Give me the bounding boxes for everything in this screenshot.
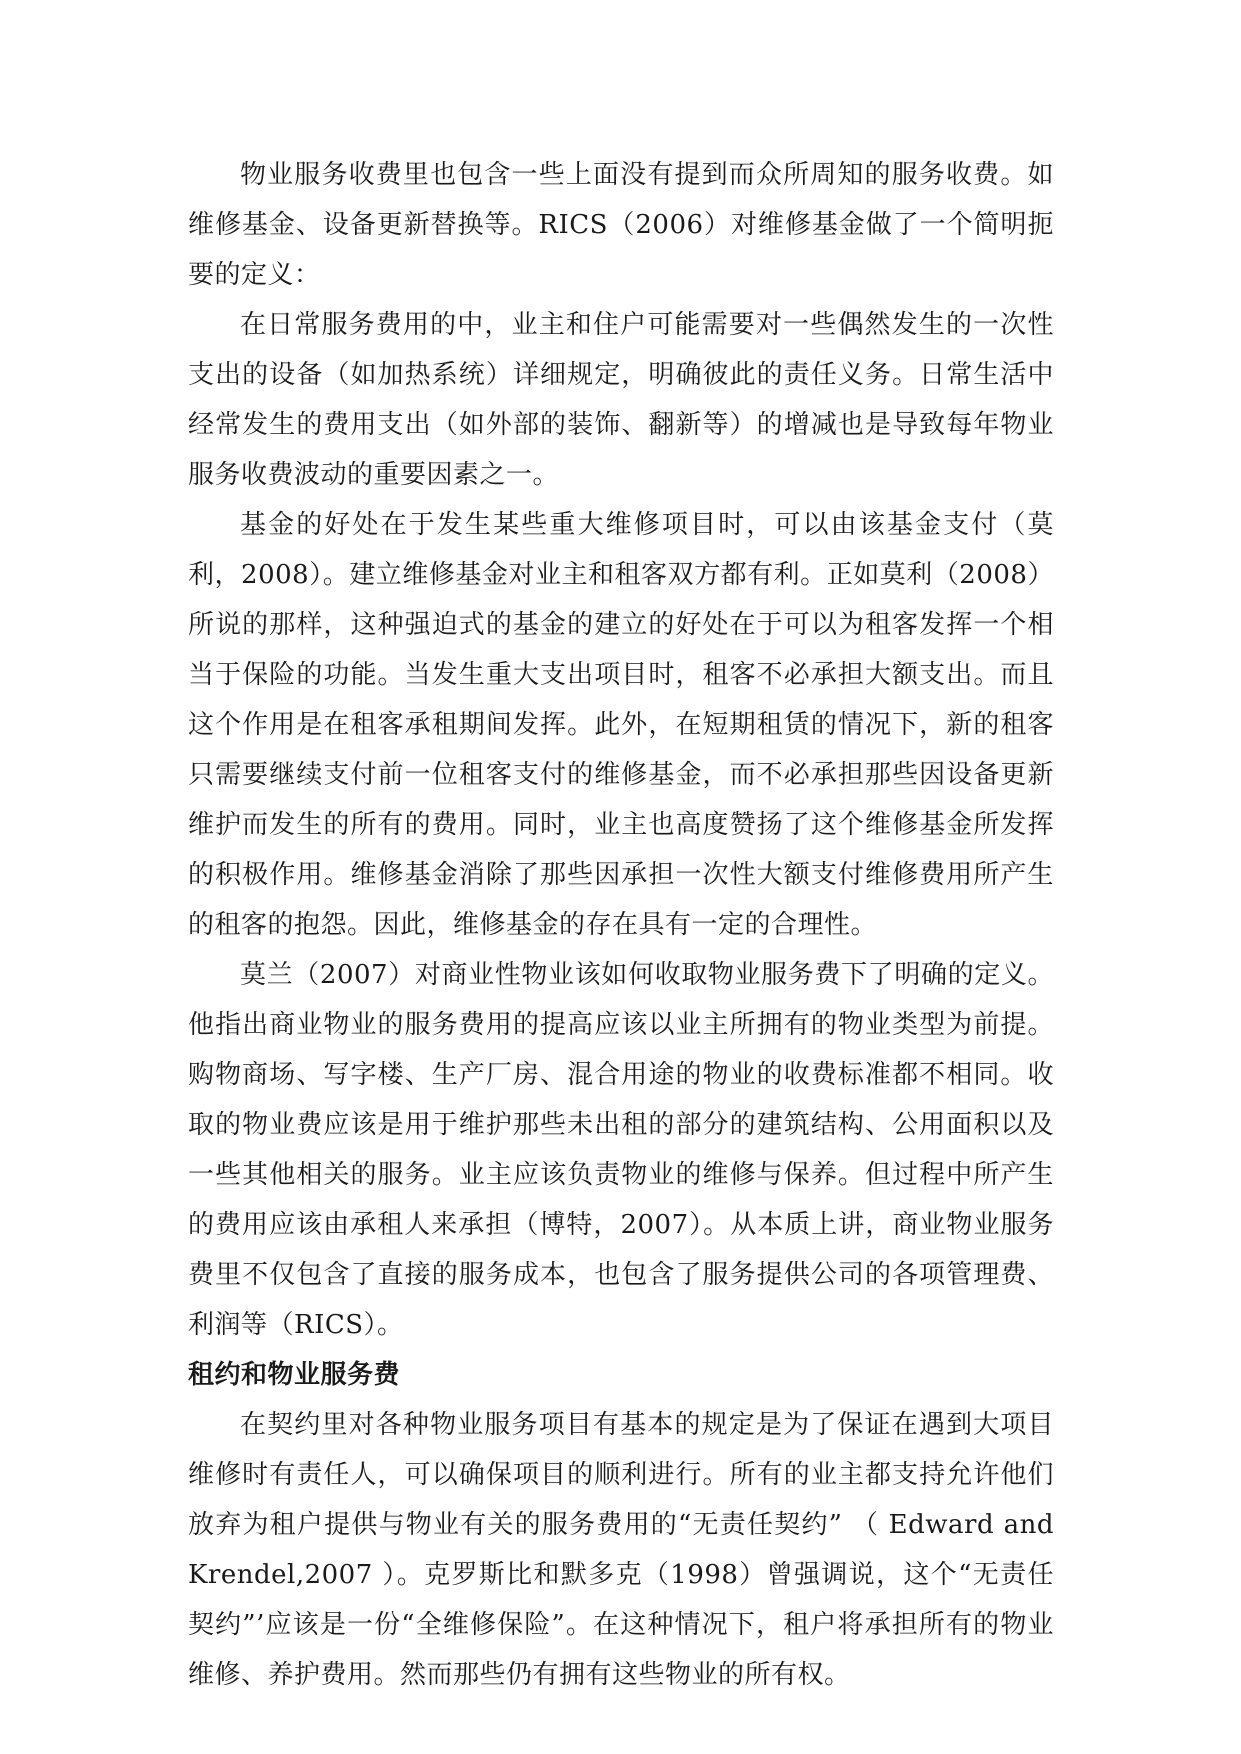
paragraph-lease-contract: 在契约里对各种物业服务项目有基本的规定是为了保证在遇到大项目维修时有责任人，可以确保项目的顺利进行。所有的业主都支持允许他们放弃为租户提供与物业有关的服务费用的“无责任契约” （ Edward and Krendel,2007 ）。克罗斯比和默多克（1998）曾强调说，这个“无责任契约”’应该是一份“全维修保险”。在这种情况下，租户将承担所有的物业维修、养护费用。然而那些仍有拥有这些物业的所有权。 xyxy=(188,1410,1054,1690)
paragraph-fund-benefits: 基金的好处在于发生某些重大维修项目时，可以由该基金支付（莫利，2008）。建立维修基金对业主和租客双方都有利。正如莫利（2008）所说的那样，这种强迫式的基金的建立的好处在于可以为租客发挥一个相当于保险的功能。当发生重大支出项目时，租客不必承担大额支出。而且这个作用是在租客承租期间发挥。此外，在短期租赁的情况下，新的租客只需要继续支付前一位租客支付的维修基金，而不必承担那些因设备更新维护而发生的所有的费用。同时，业主也高度赞扬了这个维修基金所发挥的积极作用。维修基金消除了那些因承担一次性大额支付维修费用所产生的租客的抱怨。因此，维修基金的存在具有一定的合理性。 xyxy=(188,510,1054,940)
paragraph-commercial-property-fees: 莫兰（2007）对商业性物业该如何收取物业服务费下了明确的定义。他指出商业物业的服务费用的提高应该以业主所拥有的物业类型为前提。购物商场、写字楼、生产厂房、混合用途的物业的收费标准都不相同。收取的物业费应该是用于维护那些未出租的部分的建筑结构、公用面积以及一些其他相关的服务。业主应该负责物业的维修与保养。但过程中所产生的费用应该由承租人来承担（博特，2007）。从本质上讲，商业物业服务费里不仅包含了直接的服务成本，也包含了服务提供公司的各项管理费、利润等（RICS）。 xyxy=(188,960,1054,1340)
section-heading: 租约和物业服务费 xyxy=(188,1360,401,1390)
paragraph-daily-service-costs: 在日常服务费用的中，业主和住户可能需要对一些偶然发生的一次性支出的设备（如加热系统）详细规定，明确彼此的责任义务。日常生活中经常发生的费用支出（如外部的装饰、翻新等）的增减也是导致每年物业服务收费波动的重要因素之一。 xyxy=(188,310,1054,490)
paragraph-maintenance-fund-intro: 物业服务收费里也包含一些上面没有提到而众所周知的服务收费。如维修基金、设备更新替换等。RICS（2006）对维修基金做了一个简明扼要的定义： xyxy=(188,160,1054,290)
document-page xyxy=(188,150,1054,1700)
